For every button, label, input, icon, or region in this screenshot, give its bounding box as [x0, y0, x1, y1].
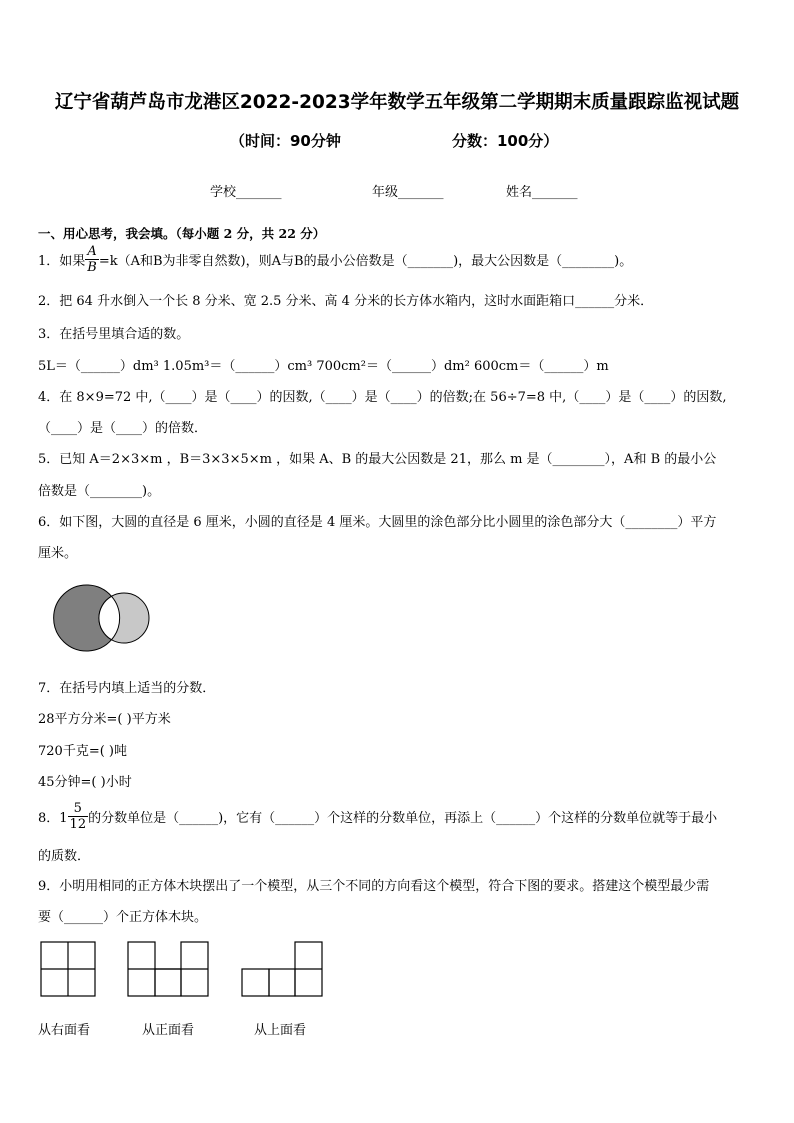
section-heading: 一、用心思考，我会填。（每小题 2 分，共 22 分） — [38, 226, 326, 241]
question-3-blanks: 5L＝（______）dm³ 1.05m³＝（______）cm³ 700cm²＝（______）dm² 600cm＝（______）m — [38, 359, 609, 374]
exam-time: （时间：90分钟 — [230, 132, 341, 150]
right-view — [41, 942, 95, 996]
q1-fraction — [85, 244, 99, 275]
question-9-line1: 9．小明用相同的正方体木块摆出了一个模型，从三个不同的方向看这个模型，符合下图的要求。搭建这个模型最少需 — [38, 879, 710, 894]
grade-field[interactable]: 年级_______ — [372, 185, 444, 200]
question-7-c: 45分钟=( )小时 — [38, 775, 132, 790]
caption-right-view: 从右面看 — [38, 1023, 91, 1038]
question-8 — [38, 801, 717, 832]
question-1 — [38, 244, 632, 275]
q8-prefix: 8．1 — [38, 811, 68, 826]
circles-figure — [40, 578, 160, 658]
question-7-a: 28平方分米=( )平方米 — [38, 712, 171, 727]
q1-numerator: A — [85, 244, 99, 260]
question-6-line1: 6．如下图，大圆的直径是 6 厘米，小圆的直径是 4 厘米。大圆里的涂色部分比小圆里的涂色部分大（________）平方 — [38, 515, 717, 530]
question-9-line2: 要（______）个正方体木块。 — [38, 910, 208, 925]
q8-suffix: 的分数单位是（______)，它有（______）个这样的分数单位，再添上（______）个这样的分数单位就等于最小 — [88, 811, 718, 826]
q8-numerator: 5 — [68, 801, 89, 817]
q1-denominator: B — [87, 260, 97, 275]
question-8-line2: 的质数． — [38, 849, 91, 864]
page-title: 辽宁省葫芦岛市龙港区2022-2023学年数学五年级第二学期期末质量跟踪监视试题 — [54, 92, 740, 113]
front-view — [128, 942, 208, 996]
question-7: 7．在括号内填上适当的分数． — [38, 681, 216, 696]
q8-denominator: 12 — [69, 817, 87, 832]
q8-fraction — [68, 801, 89, 832]
caption-top-view: 从上面看 — [254, 1023, 307, 1038]
school-field[interactable]: 学校_______ — [210, 185, 282, 200]
question-5-line1: 5．已知 A＝2×3×m ，B＝3×3×5×m ，如果 A、B 的最大公因数是 21，那么 m 是（________），A和 B 的最小公 — [38, 452, 717, 467]
q1-suffix: =k（A和B为非零自然数)，则A与B的最小公倍数是（_______)，最大公因数是（________)。 — [98, 254, 633, 269]
exam-score: 分数：100分） — [452, 132, 559, 150]
question-5-line2: 倍数是（________)。 — [38, 484, 161, 499]
question-6-line2: 厘米。 — [38, 546, 78, 561]
question-4-line1: 4．在 8×9=72 中,（____）是（____）的因数,（____）是（____）的倍数;在 56÷7=8 中,（____）是（____）的因数, — [38, 390, 727, 405]
cube-views-figure — [38, 940, 338, 1000]
top-view — [242, 942, 322, 996]
name-field[interactable]: 姓名_______ — [506, 185, 578, 200]
q1-prefix: 1．如果 — [38, 254, 86, 269]
question-7-b: 720千克=( )吨 — [38, 744, 127, 759]
question-4-line2: （____）是（____）的倍数． — [38, 421, 208, 436]
question-3: 3．在括号里填合适的数。 — [38, 327, 190, 342]
question-2: 2．把 64 升水倒入一个长 8 分米、宽 2.5 分米、高 4 分米的长方体水箱内，这时水面距箱口______分米． — [38, 294, 654, 309]
caption-front-view: 从正面看 — [142, 1023, 195, 1038]
